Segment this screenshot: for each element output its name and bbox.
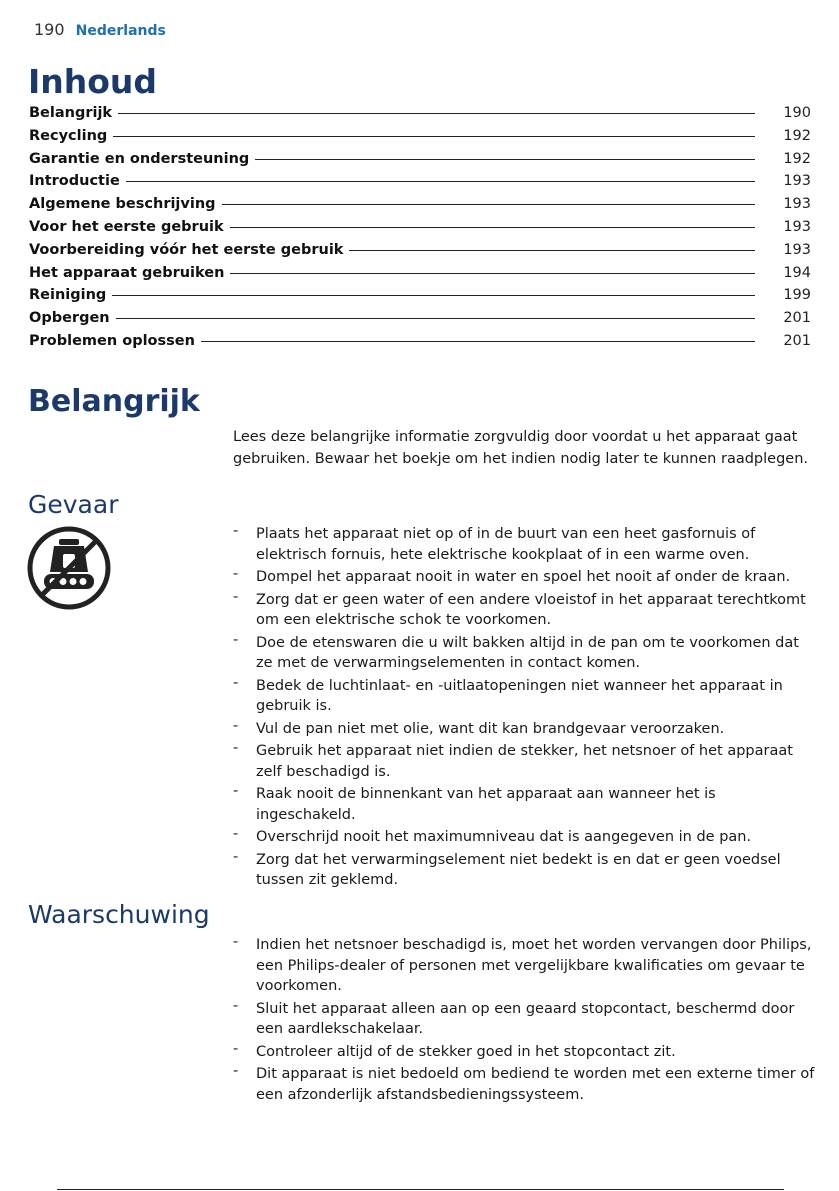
list-item-text: Zorg dat het verwarmingselement niet bedekt is en dat er geen voedsel tussen zit geklemd.: [256, 851, 781, 888]
list-item: - Controleer altijd of de stekker goed in het stopcontact zit.: [233, 1040, 676, 1060]
list-item-text: Dompel het apparaat nooit in water en spoel het nooit af onder de kraan.: [256, 569, 791, 585]
toc-entry-label: Opbergen: [29, 310, 110, 327]
toc-entry-page: 193: [783, 173, 811, 190]
list-item-text: Zorg dat er geen water of een andere vloeistof in het apparaat terechtkomt om een elektrische schok te voorkomen.: [256, 591, 806, 628]
toc-entry[interactable]: [29, 151, 811, 174]
section-title-belangrijk: Belangrijk: [28, 384, 200, 419]
list-item: - Doe de etenswaren die u wilt bakken altijd in de pan om te voorkomen dat ze met de verwarmingselementen in contact komen.: [233, 631, 799, 671]
toc-entry-label: Introductie: [29, 173, 120, 190]
list-item: - Zorg dat het verwarmingselement niet bedekt is en dat er geen voedsel tussen zit geklemd.: [233, 848, 781, 888]
toc-entry[interactable]: [29, 196, 811, 219]
toc-title: Inhoud: [28, 62, 158, 101]
toc-entry[interactable]: [29, 105, 811, 128]
list-item-text: Raak nooit de binnenkant van het apparaat aan wanneer het is ingeschakeld.: [256, 786, 716, 823]
toc-entry-page: 192: [783, 150, 811, 167]
list-item: - Bedek de luchtinlaat- en -uitlaatopeningen niet wanneer het apparaat in gebruik is.: [233, 674, 783, 714]
toc-entry[interactable]: [29, 219, 811, 242]
toc-entry-page: 199: [783, 287, 811, 304]
list-item: - Vul de pan niet met olie, want dit kan brandgevaar veroorzaken.: [233, 717, 725, 737]
list-item: - Overschrijd nooit het maximumniveau dat is aangegeven in de pan.: [233, 826, 752, 845]
toc-leader-line: [201, 341, 755, 342]
list-item-text: Dit apparaat is niet bedoeld om bediend te worden met een externe timer of een afzonderlijk afstandsbedieningssysteem.: [256, 1066, 815, 1103]
toc-entry-label: Belangrijk: [29, 105, 113, 121]
toc-entry[interactable]: [29, 310, 811, 333]
toc-leader-line: [112, 295, 755, 296]
toc-entry-label: Voorbereiding vóór het eerste gebruik: [29, 241, 344, 258]
toc-entry-page: 194: [783, 264, 811, 281]
toc-entry-label: Algemene beschrijving: [29, 196, 216, 213]
list-item: - Dit apparaat is niet bedoeld om bediend te worden met een externe timer of een afzonderlijk afstandsbedieningssysteem.: [233, 1063, 815, 1103]
footer-divider: [57, 1189, 784, 1190]
toc-leader-line: [255, 159, 755, 160]
list-item: - Sluit het apparaat alleen aan op een geaard stopcontact, beschermd door een aardlekschakelaar.: [233, 997, 795, 1037]
list-item-text: Plaats het apparaat niet op of in de buurt van een heet gasfornuis of elektrisch fornuis, hete elektrische kookplaat of in een warme oven.: [256, 526, 756, 563]
list-item: - Raak nooit de binnenkant van het apparaat aan wanneer het is ingeschakeld.: [233, 783, 716, 823]
toc-entry-label: Garantie en ondersteuning: [29, 150, 250, 167]
toc-entry-page: 193: [783, 241, 811, 258]
list-item-text: Indien het netsnoer beschadigd is, moet het worden vervangen door Philips, een Philips-dealer of personen met vergelijkbare kwalificaties om gevaar te voorkomen.: [256, 937, 812, 994]
gevaar-list: [233, 524, 818, 893]
toc-entry[interactable]: [29, 287, 811, 310]
list-item: - Indien het netsnoer beschadigd is, moet het worden vervangen door Philips, een Philips-dealer of personen met vergelijkbare kwalificaties om gevaar te voorkomen.: [233, 934, 812, 994]
toc-entry[interactable]: [29, 265, 811, 288]
toc-entry[interactable]: [29, 333, 811, 356]
waarschuwing-list: [233, 935, 818, 1107]
toc-entry-page: 193: [783, 218, 811, 235]
toc-entry-label: Reiniging: [29, 287, 107, 304]
page-header: [34, 20, 166, 39]
list-item-text: Controleer altijd of de stekker goed in het stopcontact zit.: [256, 1043, 676, 1060]
list-item-text: Bedek de luchtinlaat- en -uitlaatopeningen niet wanneer het apparaat in gebruik is.: [256, 677, 783, 714]
language-label: Nederlands: [75, 23, 166, 39]
list-item-text: Gebruik het apparaat niet indien de stekker, het netsnoer of het apparaat zelf beschadigd is.: [256, 743, 793, 780]
toc-entry-page: 201: [783, 310, 811, 327]
toc-entry[interactable]: [29, 128, 811, 151]
list-item: - Zorg dat er geen water of een andere vloeistof in het apparaat terechtkomt om een elektrische schok te voorkomen.: [233, 588, 806, 628]
list-item: - Dompel het apparaat nooit in water en spoel het nooit af onder de kraan.: [233, 566, 791, 585]
no-hot-surface-icon: [27, 526, 111, 610]
section-title-gevaar: Gevaar: [28, 490, 119, 519]
toc-leader-line: [116, 318, 755, 319]
toc-leader-line: [230, 227, 755, 228]
toc-entry-page: 201: [783, 332, 811, 349]
page-number: 190: [34, 20, 65, 39]
list-item: - Gebruik het apparaat niet indien de stekker, het netsnoer of het apparaat zelf beschadigd is.: [233, 740, 793, 780]
list-item-text: Vul de pan niet met olie, want dit kan brandgevaar veroorzaken.: [256, 720, 725, 737]
toc-entry[interactable]: [29, 173, 811, 196]
toc-entry[interactable]: [29, 242, 811, 265]
toc-entry-page: 190: [783, 105, 811, 121]
toc-entry-page: 193: [783, 196, 811, 213]
toc-entry-label: Recycling: [29, 127, 108, 144]
intro-paragraph: Lees deze belangrijke informatie zorgvuldig door voordat u het apparaat gaat gebruiken. Bewaar het boekje om het indien nodig later te kunnen raadplegen.: [233, 429, 808, 467]
toc-entry-page: 192: [783, 127, 811, 144]
toc-leader-line: [349, 250, 755, 251]
toc-entry-label: Het apparaat gebruiken: [29, 264, 225, 281]
list-item-text: Sluit het apparaat alleen aan op een geaard stopcontact, beschermd door een aardlekschakelaar.: [256, 1000, 795, 1037]
section-title-waarschuwing: Waarschuwing: [28, 900, 210, 929]
toc-leader-line: [118, 113, 755, 114]
list-item: - Plaats het apparaat niet op of in de buurt van een heet gasfornuis of elektrisch fornuis, hete elektrische kookplaat of in een warme oven.: [233, 523, 756, 563]
toc-leader-line: [222, 204, 755, 205]
toc-leader-line: [113, 136, 755, 137]
toc-leader-line: [126, 181, 755, 182]
toc-entry-label: Problemen oplossen: [29, 332, 195, 349]
toc-leader-line: [230, 273, 755, 274]
list-item-text: Overschrijd nooit het maximumniveau dat is aangegeven in de pan.: [256, 829, 752, 845]
list-item-text: Doe de etenswaren die u wilt bakken altijd in de pan om te voorkomen dat ze met de verwarmingselementen in contact komen.: [256, 634, 799, 671]
toc-entry-label: Voor het eerste gebruik: [29, 218, 224, 235]
table-of-contents: [29, 105, 811, 356]
